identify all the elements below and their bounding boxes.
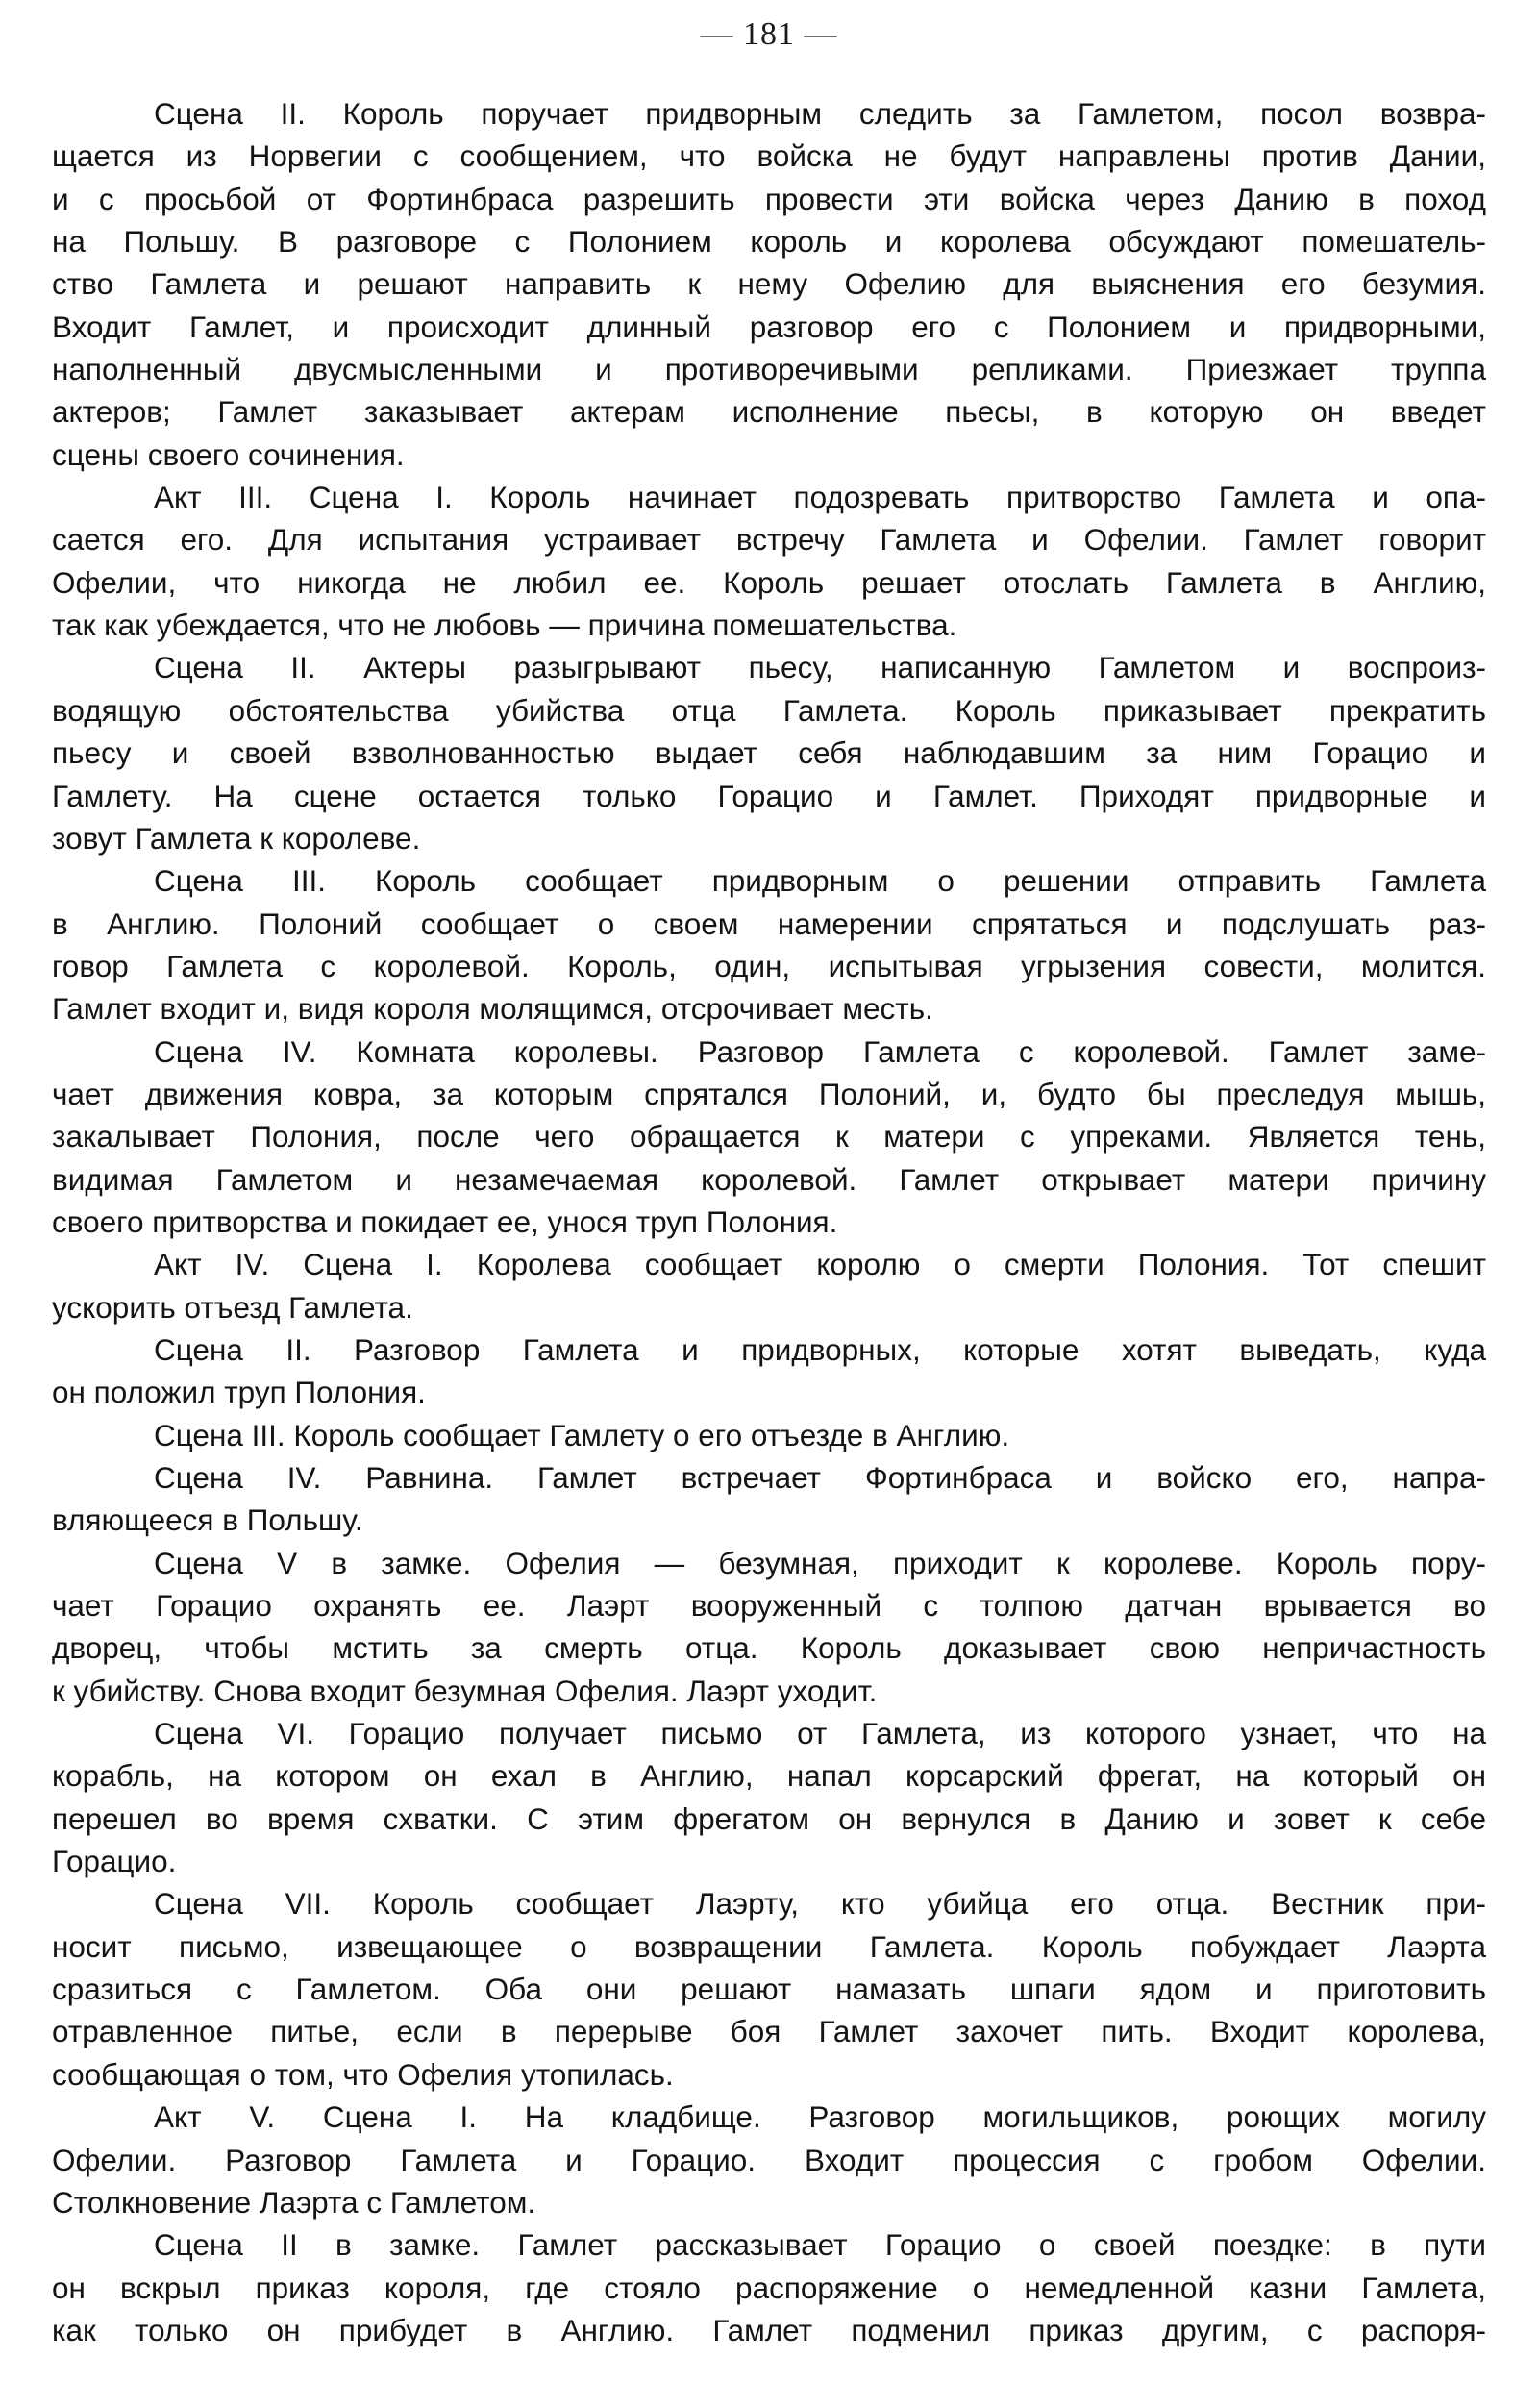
text-line: Акт III. Сцена I. Король начинает подозревать притворство Гамлета и опа- bbox=[154, 480, 1486, 515]
text-line: Сцена II. Разговор Гамлета и придворных, которые хотят выведать, куда bbox=[154, 1331, 1486, 1367]
text-line: Сцена II. Актеры разыгрывают пьесу, написанную Гамлетом и воспроиз- bbox=[154, 650, 1486, 685]
text-line: Горацио. bbox=[52, 1844, 177, 1879]
text-line: Акт V. Сцена I. На кладбище. Разговор могильщиков, роющих могилу bbox=[154, 2099, 1486, 2135]
text-line: актеров; Гамлет заказывает актерам исполнение пьесы, в которую он введет bbox=[52, 394, 1486, 430]
paragraph bbox=[52, 476, 1486, 646]
text-line: как только он прибудет в Англию. Гамлет подменил приказ другим, с распоря- bbox=[52, 2312, 1486, 2347]
text-line: Входит Гамлет, и происходит длинный разговор его с Полонием и придворными, bbox=[52, 309, 1486, 344]
paragraph bbox=[52, 1712, 1486, 1882]
text-line: он положил труп Полония. bbox=[52, 1375, 426, 1410]
text-line: Акт IV. Сцена I. Королева сообщает королю о смерти Полония. Тот спешит bbox=[154, 1247, 1486, 1282]
text-line: к убийству. Снова входит безумная Офелия. Лаэрт уходит. bbox=[52, 1673, 878, 1708]
text-line: Сцена V в замке. Офелия — безумная, приходит к королеве. Король пору- bbox=[154, 1545, 1486, 1580]
text-line: дворец, чтобы мстить за смерть отца. Король доказывает свою непричастность bbox=[52, 1630, 1486, 1666]
text-line: отравленное питье, если в перерыве боя Гамлет захочет пить. Входит королева, bbox=[52, 2014, 1486, 2049]
text-line: в Англию. Полоний сообщает о своем намерении спрятаться и подслушать раз- bbox=[52, 906, 1486, 941]
paragraph bbox=[52, 859, 1486, 1030]
text-line: Сцена III. Король сообщает Гамлету о его отъезде в Англию. bbox=[154, 1417, 1010, 1452]
paragraph bbox=[52, 92, 1486, 476]
text-line: Столкновение Лаэрта с Гамлетом. bbox=[52, 2184, 536, 2220]
text-line: Гамлет входит и, видя короля молящимся, отсрочивает месть. bbox=[52, 991, 933, 1027]
text-line: он вскрыл приказ короля, где стояло распоряжение о немедленной казни Гамлета, bbox=[52, 2270, 1486, 2305]
text-line: корабль, на котором он ехал в Англию, напал корсарский фрегат, на который он bbox=[52, 1758, 1486, 1794]
text-line: и с просьбой от Фортинбраса разрешить провести эти войска через Данию в поход bbox=[52, 181, 1486, 216]
text-line: щается из Норвегии с сообщением, что войска не будут направлены против Дании, bbox=[52, 138, 1486, 174]
text-line: зовут Гамлета к королеве. bbox=[52, 820, 421, 856]
paragraph bbox=[52, 2223, 1486, 2351]
text-line: видимая Гамлетом и незамечаемая королевой. Гамлет открывает матери причину bbox=[52, 1161, 1486, 1197]
text-line: своего притворства и покидает ее, унося труп Полония. bbox=[52, 1204, 838, 1239]
text-line: закалывает Полония, после чего обращается к матери с упреками. Является тень, bbox=[52, 1119, 1486, 1154]
paragraph bbox=[52, 1414, 1486, 1456]
text-line: наполненный двусмысленными и противоречивыми репликами. Приезжает труппа bbox=[52, 352, 1486, 387]
text-line: сразиться с Гамлетом. Оба они решают намазать шпаги ядом и приготовить bbox=[52, 1972, 1486, 2007]
paragraph bbox=[52, 2096, 1486, 2223]
text-line: чает Горацио охранять ее. Лаэрт вооруженный с толпою датчан врывается во bbox=[52, 1588, 1486, 1624]
text-line: носит письмо, извещающее о возвращении Гамлета. Король побуждает Лаэрта bbox=[52, 1928, 1486, 1964]
text-line: ство Гамлета и решают направить к нему Офелию для выяснения его безумия. bbox=[52, 266, 1486, 302]
text-line: чает движения ковра, за которым спрятался Полоний, и, будто бы преследуя мышь, bbox=[52, 1076, 1486, 1111]
paragraph bbox=[52, 646, 1486, 859]
text-line: ускорить отъезд Гамлета. bbox=[52, 1289, 413, 1325]
text-line: сается его. Для испытания устраивает встречу Гамлета и Офелии. Гамлет говорит bbox=[52, 522, 1486, 558]
text-line: Гамлету. На сцене остается только Горацио и Гамлет. Приходят придворные и bbox=[52, 778, 1486, 813]
text-line: Сцена VI. Горацио получает письмо от Гамлета, из которого узнает, что на bbox=[154, 1716, 1486, 1751]
text-line: Сцена III. Король сообщает придворным о решении отправить Гамлета bbox=[154, 863, 1486, 899]
paragraph bbox=[52, 1328, 1486, 1414]
text-line: Сцена VII. Король сообщает Лаэрту, кто убийца его отца. Вестник при- bbox=[154, 1886, 1486, 1922]
text-line: сообщающая о том, что Офелия утопилась. bbox=[52, 2056, 674, 2092]
text-line: Сцена II. Король поручает придворным следить за Гамлетом, посол возвра- bbox=[154, 96, 1486, 131]
paragraph bbox=[52, 1456, 1486, 1542]
text-line: вляющееся в Польшу. bbox=[52, 1502, 363, 1538]
text-line: Офелии. Разговор Гамлета и Горацио. Входит процессия с гробом Офелии. bbox=[52, 2142, 1486, 2177]
page-number: — 181 — bbox=[700, 16, 838, 52]
paragraph bbox=[52, 1030, 1486, 1244]
paragraph bbox=[52, 1542, 1486, 1712]
text-line: Сцена IV. Комната королевы. Разговор Гамлета с королевой. Гамлет заме- bbox=[154, 1033, 1486, 1069]
text-line: перешел во время схватки. С этим фрегатом он вернулся в Данию и зовет к себе bbox=[52, 1800, 1486, 1836]
text-line: пьесу и своей взволнованностью выдает себя наблюдавшим за ним Горацио и bbox=[52, 735, 1486, 771]
paragraph bbox=[52, 1882, 1486, 2096]
text-line: сцены своего сочинения. bbox=[52, 436, 405, 472]
paragraph bbox=[52, 1243, 1486, 1328]
text-line: Сцена II в замке. Гамлет рассказывает Горацио о своей поездке: в пути bbox=[154, 2227, 1486, 2263]
text-line: Сцена IV. Равнина. Гамлет встречает Фортинбраса и войско его, напра- bbox=[154, 1460, 1486, 1495]
text-line: говор Гамлета с королевой. Король, один, испытывая угрызения совести, молится. bbox=[52, 948, 1486, 983]
text-line: на Польшу. В разговоре с Полонием король и королева обсуждают помешатель- bbox=[52, 224, 1486, 260]
text-line: Офелии, что никогда не любил ее. Король решает отослать Гамлета в Англию, bbox=[52, 564, 1486, 600]
page-body-text bbox=[52, 92, 1486, 2351]
text-line: водящую обстоятельства убийства отца Гамлета. Король приказывает прекратить bbox=[52, 692, 1486, 728]
text-line: так как убеждается, что не любовь — причина помешательства. bbox=[52, 608, 957, 643]
